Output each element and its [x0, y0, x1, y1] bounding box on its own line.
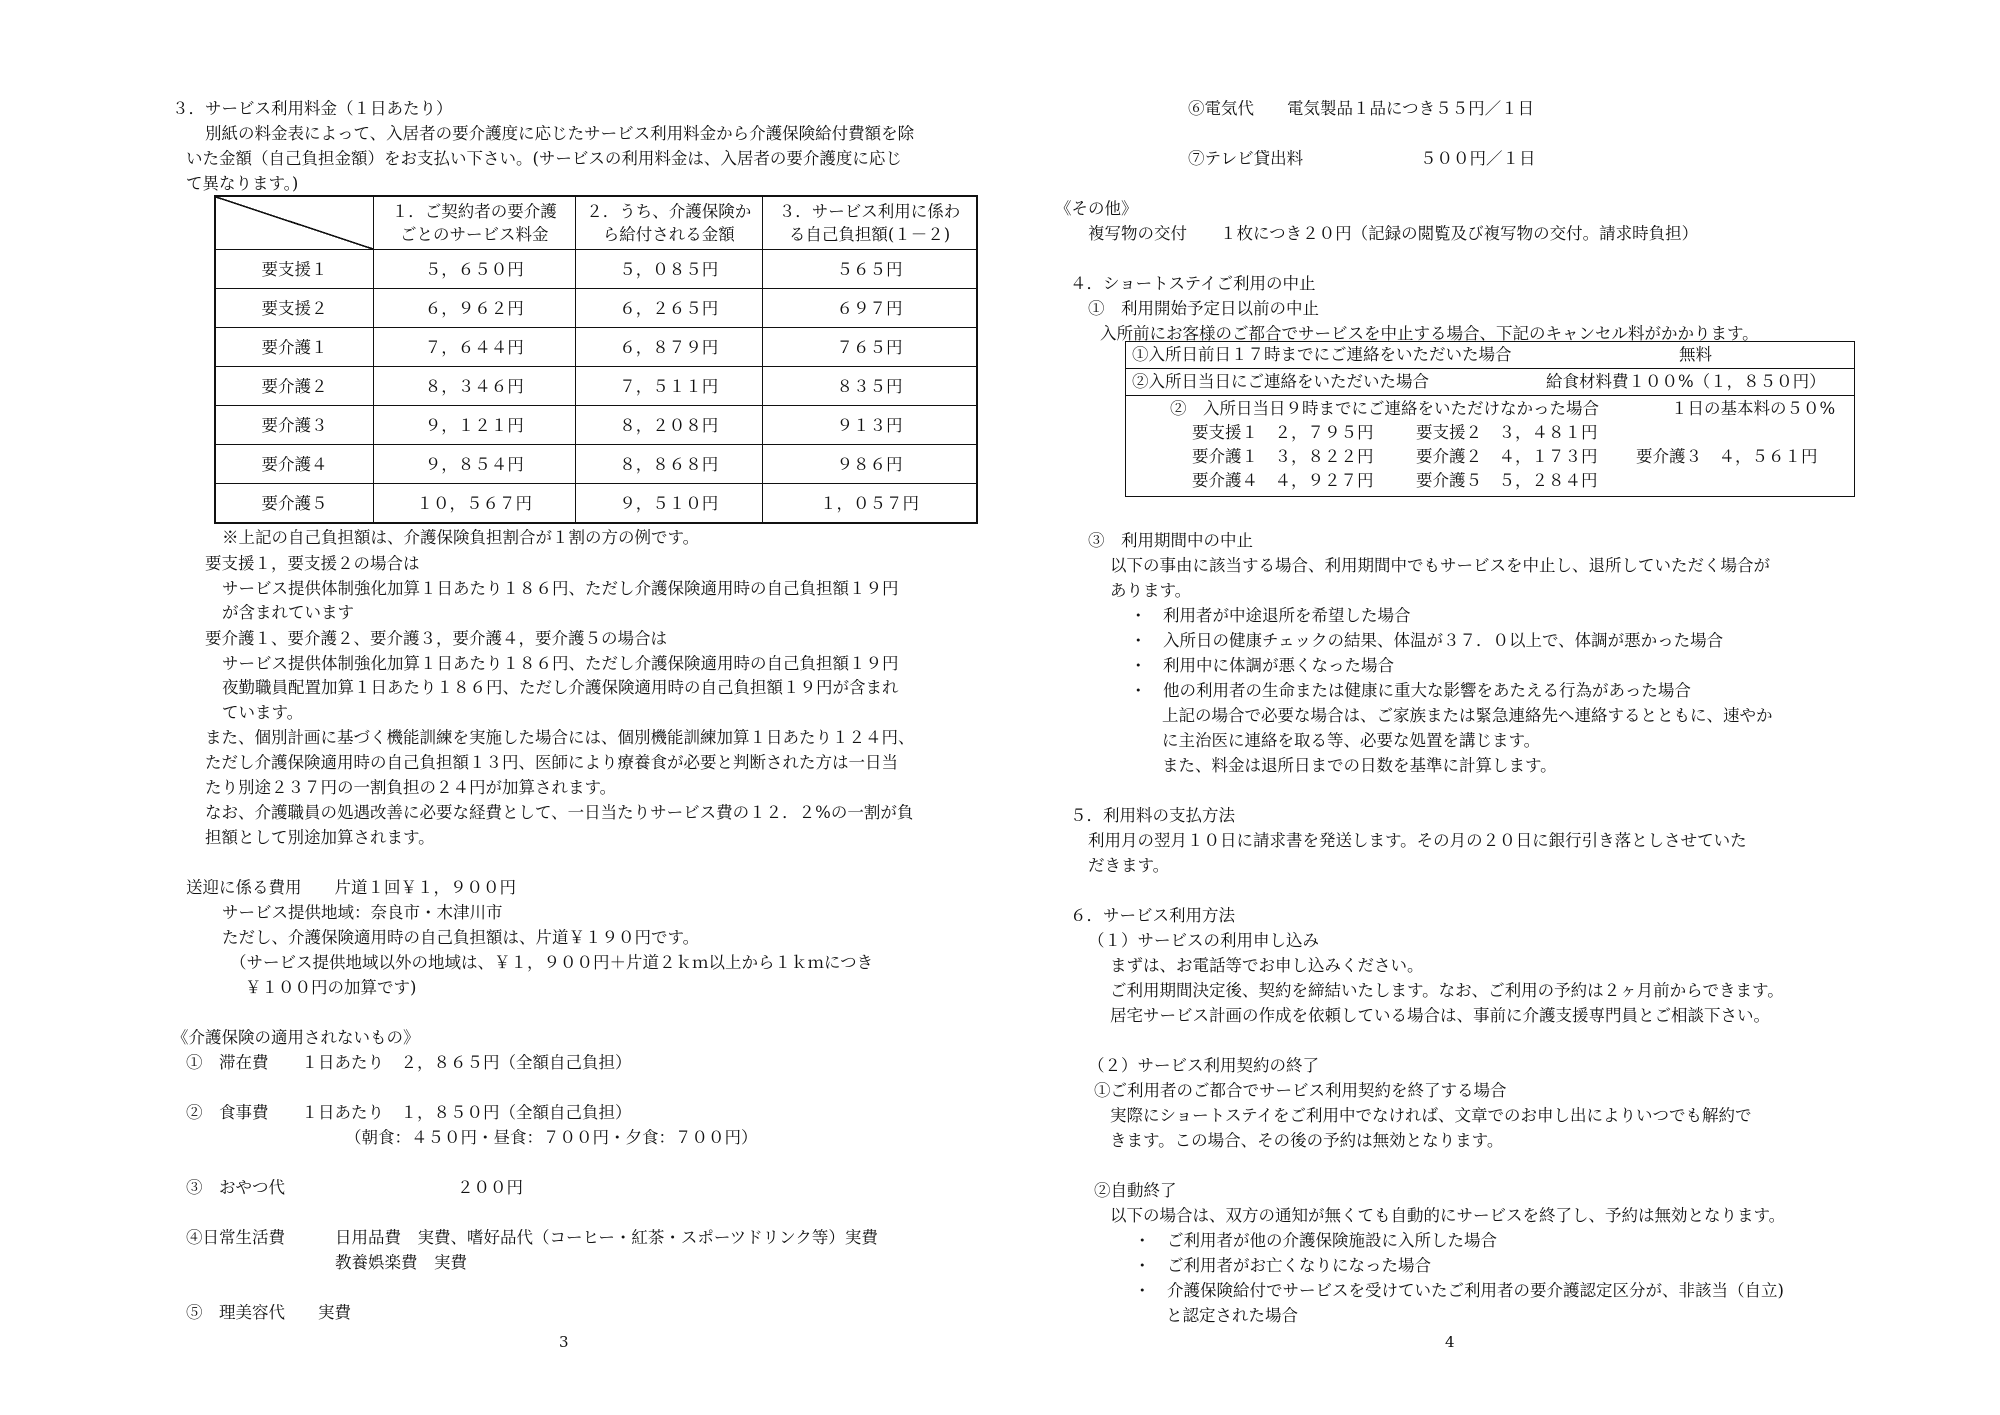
section6-sub2-a-line-1: 実際にショートステイをご利用中でなければ、文章でのお申し出によりいつでも解約で	[1110, 1106, 1752, 1125]
electricity-fee: ⑥電気代 電気製品１品につき５５円／１日	[1188, 99, 1535, 118]
fee-cell: ８，３４６円	[374, 367, 575, 406]
column-header-self-pay: ３．サービス利用に係わ る自己負担額(１－２)	[763, 196, 977, 250]
cancel-row-3-fee: １日の基本料の５０%	[1671, 399, 1836, 418]
fee-cell: １０，５６７円	[374, 484, 575, 524]
cancel-fee-care4: 要介護４ ４，９２７円	[1192, 471, 1374, 490]
fee-cell: ５，６５０円	[374, 250, 575, 289]
transport-area: サービス提供地域：奈良市・木津川市	[222, 903, 503, 922]
list-item: ・ 利用中に体調が悪くなった場合	[1130, 656, 1394, 675]
noncovered-daily-items: 日用品費 実費、嗜好品代（コーヒー・紅茶・スポーツドリンク等）実費	[335, 1228, 878, 1247]
cancel-row-1	[1126, 342, 1854, 369]
extra-line-1: また、個別計画に基づく機能訓練を実施した場合には、個別機能訓練加算１日あたり１２４円、	[205, 728, 915, 747]
cancel-row-2-condition: ②入所日当日にご連絡をいただいた場合	[1132, 372, 1429, 391]
section3-heading: ３．サービス利用料金（１日あたり）	[172, 99, 453, 118]
cancel-row-3-condition: ② 入所日当日９時までにご連絡をいただけなかった場合	[1170, 399, 1599, 418]
fee-cell: ６，９６２円	[374, 289, 575, 328]
insurance-cell: ７，５１１円	[575, 367, 763, 406]
care-level-cell: 要介護５	[215, 484, 374, 524]
cancel-fee-support2: 要支援２ ３，４８１円	[1416, 423, 1598, 442]
cancel-fee-care2: 要介護２ ４，１７３円	[1416, 447, 1598, 466]
section5-line-1: 利用月の翌月１０日に請求書を発送します。その月の２０日に銀行引き落としさせていた	[1088, 831, 1747, 850]
insurance-cell: ８，８６８円	[575, 445, 763, 484]
table-row	[215, 484, 977, 524]
table-row	[215, 406, 977, 445]
support-line-2: が含まれています	[222, 603, 354, 622]
list-item: ・ 他の利用者の生命または健康に重大な影響をあたえる行為があった場合	[1130, 681, 1691, 700]
insurance-cell: ９，５１０円	[575, 484, 763, 524]
fee-cell: ７，６４４円	[374, 328, 575, 367]
list-item: ・ 利用者が中途退所を希望した場合	[1130, 606, 1411, 625]
care-line-3: ています。	[222, 703, 304, 722]
self-pay-cell: １，０５７円	[763, 484, 977, 524]
list-item: ・ 入所日の健康チェックの結果、体温が３７．０以上で、体調が悪かった場合	[1130, 631, 1724, 650]
care-level-cell: 要支援２	[215, 289, 374, 328]
cancel-row-3	[1126, 396, 1854, 496]
noncovered-snack-label: ③ おやつ代	[186, 1178, 285, 1197]
section6-sub2-a-line-2: きます。この場合、その後の予約は無効となります。	[1110, 1131, 1504, 1150]
care-level-cell: 要介護３	[215, 406, 374, 445]
cancellation-fee-box	[1125, 341, 1855, 497]
insurance-cell: ６，８７９円	[575, 328, 763, 367]
cancel-row-2	[1126, 369, 1854, 396]
section5-line-2: だきます。	[1088, 856, 1170, 875]
section4-sub1: ① 利用開始予定日以前の中止	[1088, 299, 1319, 318]
cancel-fee-care1: 要介護１ ３，８２２円	[1192, 447, 1374, 466]
section6-sub2-a: ①ご利用者のご都合でサービス利用契約を終了する場合	[1094, 1081, 1507, 1100]
list-item: ・ 介護保険給付でサービスを受けていたご利用者の要介護認定区分が、非該当（自立)	[1134, 1281, 1784, 1300]
section6-sub1-line-1: まずは、お電話等でお申し込みください。	[1110, 956, 1424, 975]
section4-sub1-text: 入所前にお客様のご都合でサービスを中止する場合、下記のキャンセル料がかかります。	[1100, 324, 1759, 343]
section3-intro-line-2: いた金額（自己負担金額）をお支払い下さい。(サービスの利用料金は、入居者の要介護度に応じ	[186, 149, 902, 168]
section3-intro-line-1: 別紙の料金表によって、入居者の要介護度に応じたサービス利用料金から介護保険給付費額を除	[205, 124, 915, 143]
section3-intro-line-3: て異なります。)	[186, 174, 299, 193]
care-level-cell: 要介護１	[215, 328, 374, 367]
care-level-cell: 要介護４	[215, 445, 374, 484]
noncovered-stay: ① 滞在費 １日あたり ２，８６５円（全額自己負担）	[186, 1053, 632, 1072]
section6-sub2-b: ②自動終了	[1094, 1181, 1177, 1200]
extra-line-2: ただし介護保険適用時の自己負担額１３円、医師により療養食が必要と判断された方は一日当	[205, 753, 898, 772]
list-item: ・ ご利用者がお亡くなりになった場合	[1134, 1256, 1431, 1275]
page-number: 4	[1445, 1333, 1455, 1351]
auto-end-tail: と認定された場合	[1166, 1306, 1298, 1325]
section6-sub2: （２）サービス利用契約の終了	[1088, 1056, 1319, 1075]
noncovered-heading: 《介護保険の適用されないもの》	[172, 1028, 420, 1047]
support-heading: 要支援１，要支援２の場合は	[205, 554, 420, 573]
section6-heading: ６．サービス利用方法	[1070, 906, 1235, 925]
self-pay-cell: ９１３円	[763, 406, 977, 445]
column-header-service-fee: １．ご契約者の要介護 ごとのサービス料金	[374, 196, 575, 250]
other-heading: 《その他》	[1055, 199, 1138, 218]
section5-heading: ５．利用料の支払方法	[1070, 806, 1235, 825]
table-row	[215, 328, 977, 367]
insurance-cell: ８，２０８円	[575, 406, 763, 445]
extra-line-4: なお、介護職員の処遇改善に必要な経費として、一日当たりサービス費の１２．２%の一割が負	[205, 803, 914, 822]
after-bullets-line-3: また、料金は退所日までの日数を基準に計算します。	[1162, 756, 1557, 775]
fee-table	[214, 195, 978, 524]
cancel-fee-care3: 要介護３ ４，５６１円	[1636, 447, 1818, 466]
care-level-cell: 要支援１	[215, 250, 374, 289]
insurance-cell: ５，０８５円	[575, 250, 763, 289]
section6-sub1-line-2: ご利用期間決定後、契約を締結いたします。なお、ご利用の予約は２ヶ月前からできます。	[1110, 981, 1784, 1000]
diagonal-corner-cell	[215, 196, 374, 250]
noncovered-haircut: ⑤ 理美容代 実費	[186, 1303, 351, 1322]
section4-sub3-line-1: 以下の事由に該当する場合、利用期間中でもサービスを中止し、退所していただく場合が	[1110, 556, 1770, 575]
extra-line-5: 担額として別途加算されます。	[205, 828, 435, 847]
list-item: ・ ご利用者が他の介護保険施設に入所した場合	[1134, 1231, 1497, 1250]
page-number: 3	[559, 1333, 569, 1351]
page-4	[1000, 0, 2000, 1415]
insurance-cell: ６，２６５円	[575, 289, 763, 328]
care-line-1: サービス提供体制強化加算１日あたり１８６円、ただし介護保険適用時の自己負担額１９円	[222, 654, 899, 673]
fee-cell: ９，１２１円	[374, 406, 575, 445]
noncovered-meal: ② 食事費 １日あたり １，８５０円（全額自己負担）	[186, 1103, 632, 1122]
noncovered-recreation: 教養娯楽費 実費	[335, 1253, 467, 1272]
care-level-cell: 要介護２	[215, 367, 374, 406]
section6-sub1: （１）サービスの利用申し込み	[1088, 931, 1319, 950]
copy-fee: 複写物の交付 １枚につき２０円（記録の閲覧及び複写物の交付。請求時負担）	[1088, 224, 1699, 243]
transport-outside-area: （サービス提供地域以外の地域は、￥１，９００円＋片道２ｋｍ以上から１ｋｍにつき	[230, 953, 874, 972]
after-bullets-line-2: に主治医に連絡を取る等、必要な処置を講じます。	[1162, 731, 1541, 750]
section4-sub3: ③ 利用期間中の中止	[1088, 531, 1253, 550]
table-row	[215, 367, 977, 406]
tv-rental-label: ⑦テレビ貸出料	[1188, 149, 1304, 168]
cancel-fee-care5: 要介護５ ５，２８４円	[1416, 471, 1598, 490]
section4-sub3-line-2: あります。	[1110, 581, 1192, 600]
self-pay-cell: ５６５円	[763, 250, 977, 289]
after-bullets-line-1: 上記の場合で必要な場合は、ご家族または緊急連絡先へ連絡するとともに、速やか	[1162, 706, 1773, 725]
noncovered-daily-label: ④日常生活費	[186, 1228, 285, 1247]
care-line-2: 夜勤職員配置加算１日あたり１８６円、ただし介護保険適用時の自己負担額１９円が含まれ	[222, 678, 899, 697]
cancel-fee-support1: 要支援１ ２，７９５円	[1192, 423, 1374, 442]
self-pay-cell: ８３５円	[763, 367, 977, 406]
noncovered-snack-fee: ２００円	[457, 1178, 523, 1197]
transport-fee: 送迎に係る費用 片道１回￥１，９００円	[186, 878, 516, 897]
table-row	[215, 250, 977, 289]
section6-sub1-line-3: 居宅サービス計画の作成を依頼している場合は、事前に介護支援専門員とご相談下さい。	[1110, 1006, 1770, 1025]
transport-outside-area-2: ￥１００円の加算です)	[245, 978, 417, 997]
care-heading: 要介護１、要介護２、要介護３，要介護４，要介護５の場合は	[205, 629, 667, 648]
cancel-row-1-fee: 無料	[1679, 345, 1712, 364]
transport-copay: ただし、介護保険適用時の自己負担額は、片道￥１９０円です。	[222, 928, 700, 947]
copay-note: ※上記の自己負担額は、介護保険負担割合が１割の方の例です。	[222, 528, 700, 547]
cancel-row-1-condition: ①入所日前日１７時までにご連絡をいただいた場合	[1132, 345, 1512, 364]
fee-table-header-row	[215, 196, 977, 250]
self-pay-cell: ９８６円	[763, 445, 977, 484]
fee-cell: ９，８５４円	[374, 445, 575, 484]
section6-sub2-b-text: 以下の場合は、双方の通知が無くても自動的にサービスを終了し、予約は無効となります。	[1110, 1206, 1786, 1225]
section4-heading: ４．ショートステイご利用の中止	[1070, 274, 1316, 293]
self-pay-cell: ６９７円	[763, 289, 977, 328]
table-row	[215, 445, 977, 484]
column-header-insurance: ２．うち、介護保険か ら給付される金額	[575, 196, 763, 250]
support-line-1: サービス提供体制強化加算１日あたり１８６円、ただし介護保険適用時の自己負担額１９円	[222, 579, 899, 598]
extra-line-3: たり別途２３７円の一割負担の２４円が加算されます。	[205, 778, 617, 797]
self-pay-cell: ７６５円	[763, 328, 977, 367]
table-row	[215, 289, 977, 328]
noncovered-meal-breakdown: （朝食：４５０円・昼食：７００円・夕食：７００円）	[345, 1128, 758, 1147]
cancel-row-2-fee: 給食材料費１００%（１，８５０円）	[1546, 372, 1826, 391]
tv-rental-fee: ５００円／１日	[1420, 149, 1536, 168]
